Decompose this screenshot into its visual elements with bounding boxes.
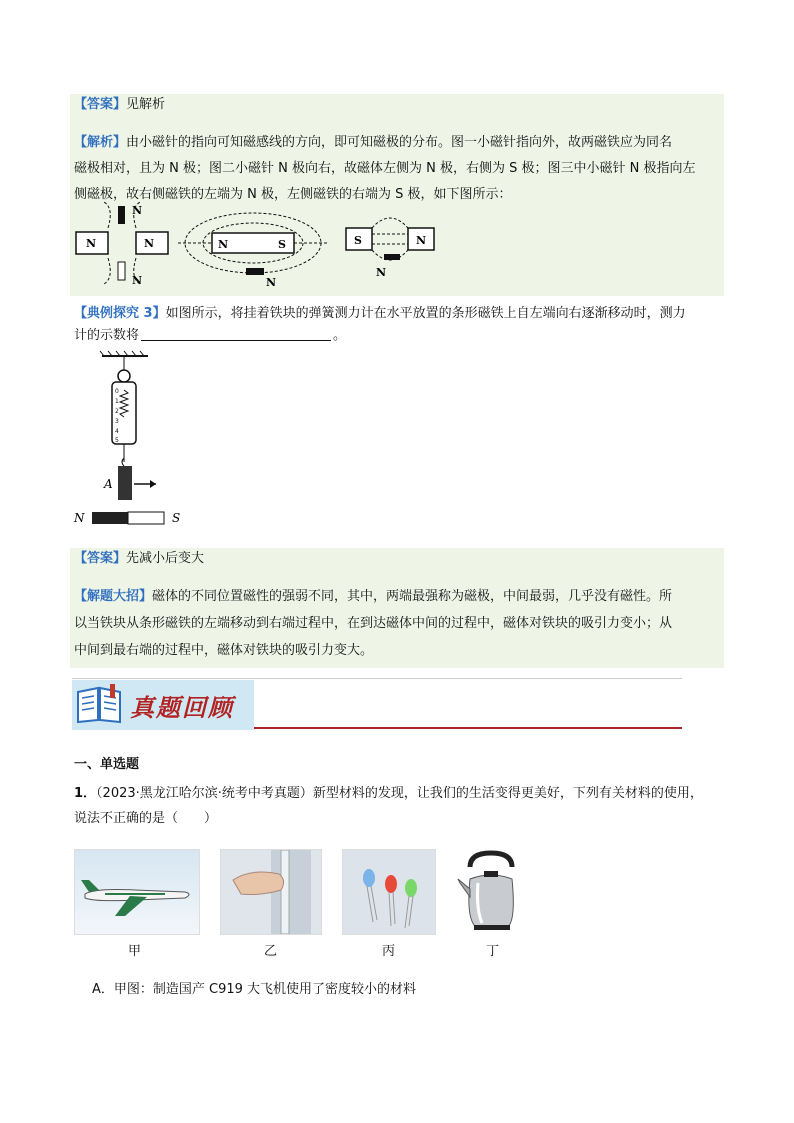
svg-text:5: 5 [115,437,119,444]
example3-tag: 【典例探究 3】 [74,306,166,321]
left-pole-label: N [74,511,85,525]
pole-label: N [376,266,387,279]
image-caption: 甲 [128,944,142,959]
pole-label: N [416,234,427,247]
section-title: 真题回顾 [130,693,234,722]
analysis-line-2: 磁极相对，且为 N 极；图二小磁针 N 极向右，故磁体左侧为 N 极，右侧为 S 极；图三中小磁针 N 极指向左 [74,161,696,176]
spring-scale-figure [72,350,192,530]
pole-label: N [144,237,155,250]
pole-label: S [354,234,362,247]
answer-tag: 【答案】 [74,551,127,566]
image-caption: 丙 [382,944,396,959]
question1-line-1: 1．（2023·黑龙江哈尔滨·统考中考真题）新型材料的发现，让我们的生活变得更美好，下列有关材料的使用， [74,786,703,801]
banner-top-rule [72,678,682,679]
compass-needle [118,206,125,224]
magnet-figure-1 [74,198,174,288]
tips-line-1: 【解题大招】磁体的不同位置磁性的强弱不同，其中，两端最强称为磁极，中间最弱，几乎没有磁性。所 [74,589,673,604]
svg-text:2: 2 [115,408,119,415]
image-caption: 乙 [264,944,278,959]
right-pole-label: S [172,511,181,525]
airplane-image [74,849,200,935]
tips-tag: 【解题大招】 [74,589,153,604]
led-image [342,849,436,935]
banner-bottom-rule [252,727,682,729]
svg-text:3: 3 [115,418,119,425]
svg-text:4: 4 [115,428,119,435]
analysis-line-1: 【解析】由小磁针的指向可知磁感线的方向，即可知磁极的分布。图一小磁针指向外，故两磁铁应为同名 [74,135,673,150]
magnet-s-half [128,512,164,524]
book-icon [76,684,122,724]
part-heading: 一、单选题 [74,757,140,772]
iron-block [118,466,132,500]
section-banner [72,678,682,732]
magnet-figure-2 [178,198,328,288]
compass-needle [118,262,125,280]
analysis-tag: 【解析】 [74,135,127,150]
tips-line-3: 中间到最右端的过程中，磁体对铁块的吸引力变大。 [74,643,374,658]
image-caption: 丁 [486,944,500,959]
answer-tag: 【答案】 [74,97,127,112]
example3-line-2: 计的示数将 。 [74,328,347,343]
pole-label: S [278,238,286,251]
fridge-seal-image [220,849,322,935]
pole-label: N [132,204,143,217]
compass-needle [384,254,400,260]
answer-blank [141,326,331,341]
analysis-line-3: 侧磁极，故右侧磁铁的左端为 N 极，左侧磁铁的右端为 S 极，如下图所示： [74,187,512,202]
pole-label: N [86,237,97,250]
answer-line-1 [74,92,165,118]
svg-text:1: 1 [115,398,119,405]
answer-text: 先减小后变大 [126,551,205,566]
kettle-image [456,849,526,933]
block-label: A [104,477,113,491]
magnet-figure-3 [344,198,436,288]
option-a: A．甲图：制造国产 C919 大飞机使用了密度较小的材料 [92,982,417,997]
question-source: （2023·黑龙江哈尔滨·统考中考真题） [96,786,313,801]
pole-label: N [218,238,229,251]
answer-text: 见解析 [126,97,166,112]
svg-text:0: 0 [115,388,119,395]
question1-line-2: 说法不正确的是（ ） [74,811,218,826]
pole-label: N [266,276,277,288]
question-number: 1． [74,786,97,801]
pole-label: N [132,274,143,287]
tips-line-2: 以当铁块从条形磁铁的左端移动到右端过程中，在到达磁体中间的过程中，磁体对铁块的吸引力变小；从 [74,616,673,631]
magnet-n-half [92,512,128,524]
example3-line-1: 【典例探究 3】如图所示，将挂着铁块的弹簧测力计在水平放置的条形磁铁上自左端向右逐渐移动时，测力 [74,306,686,321]
answer2-line [74,546,204,572]
compass-needle [246,268,264,275]
